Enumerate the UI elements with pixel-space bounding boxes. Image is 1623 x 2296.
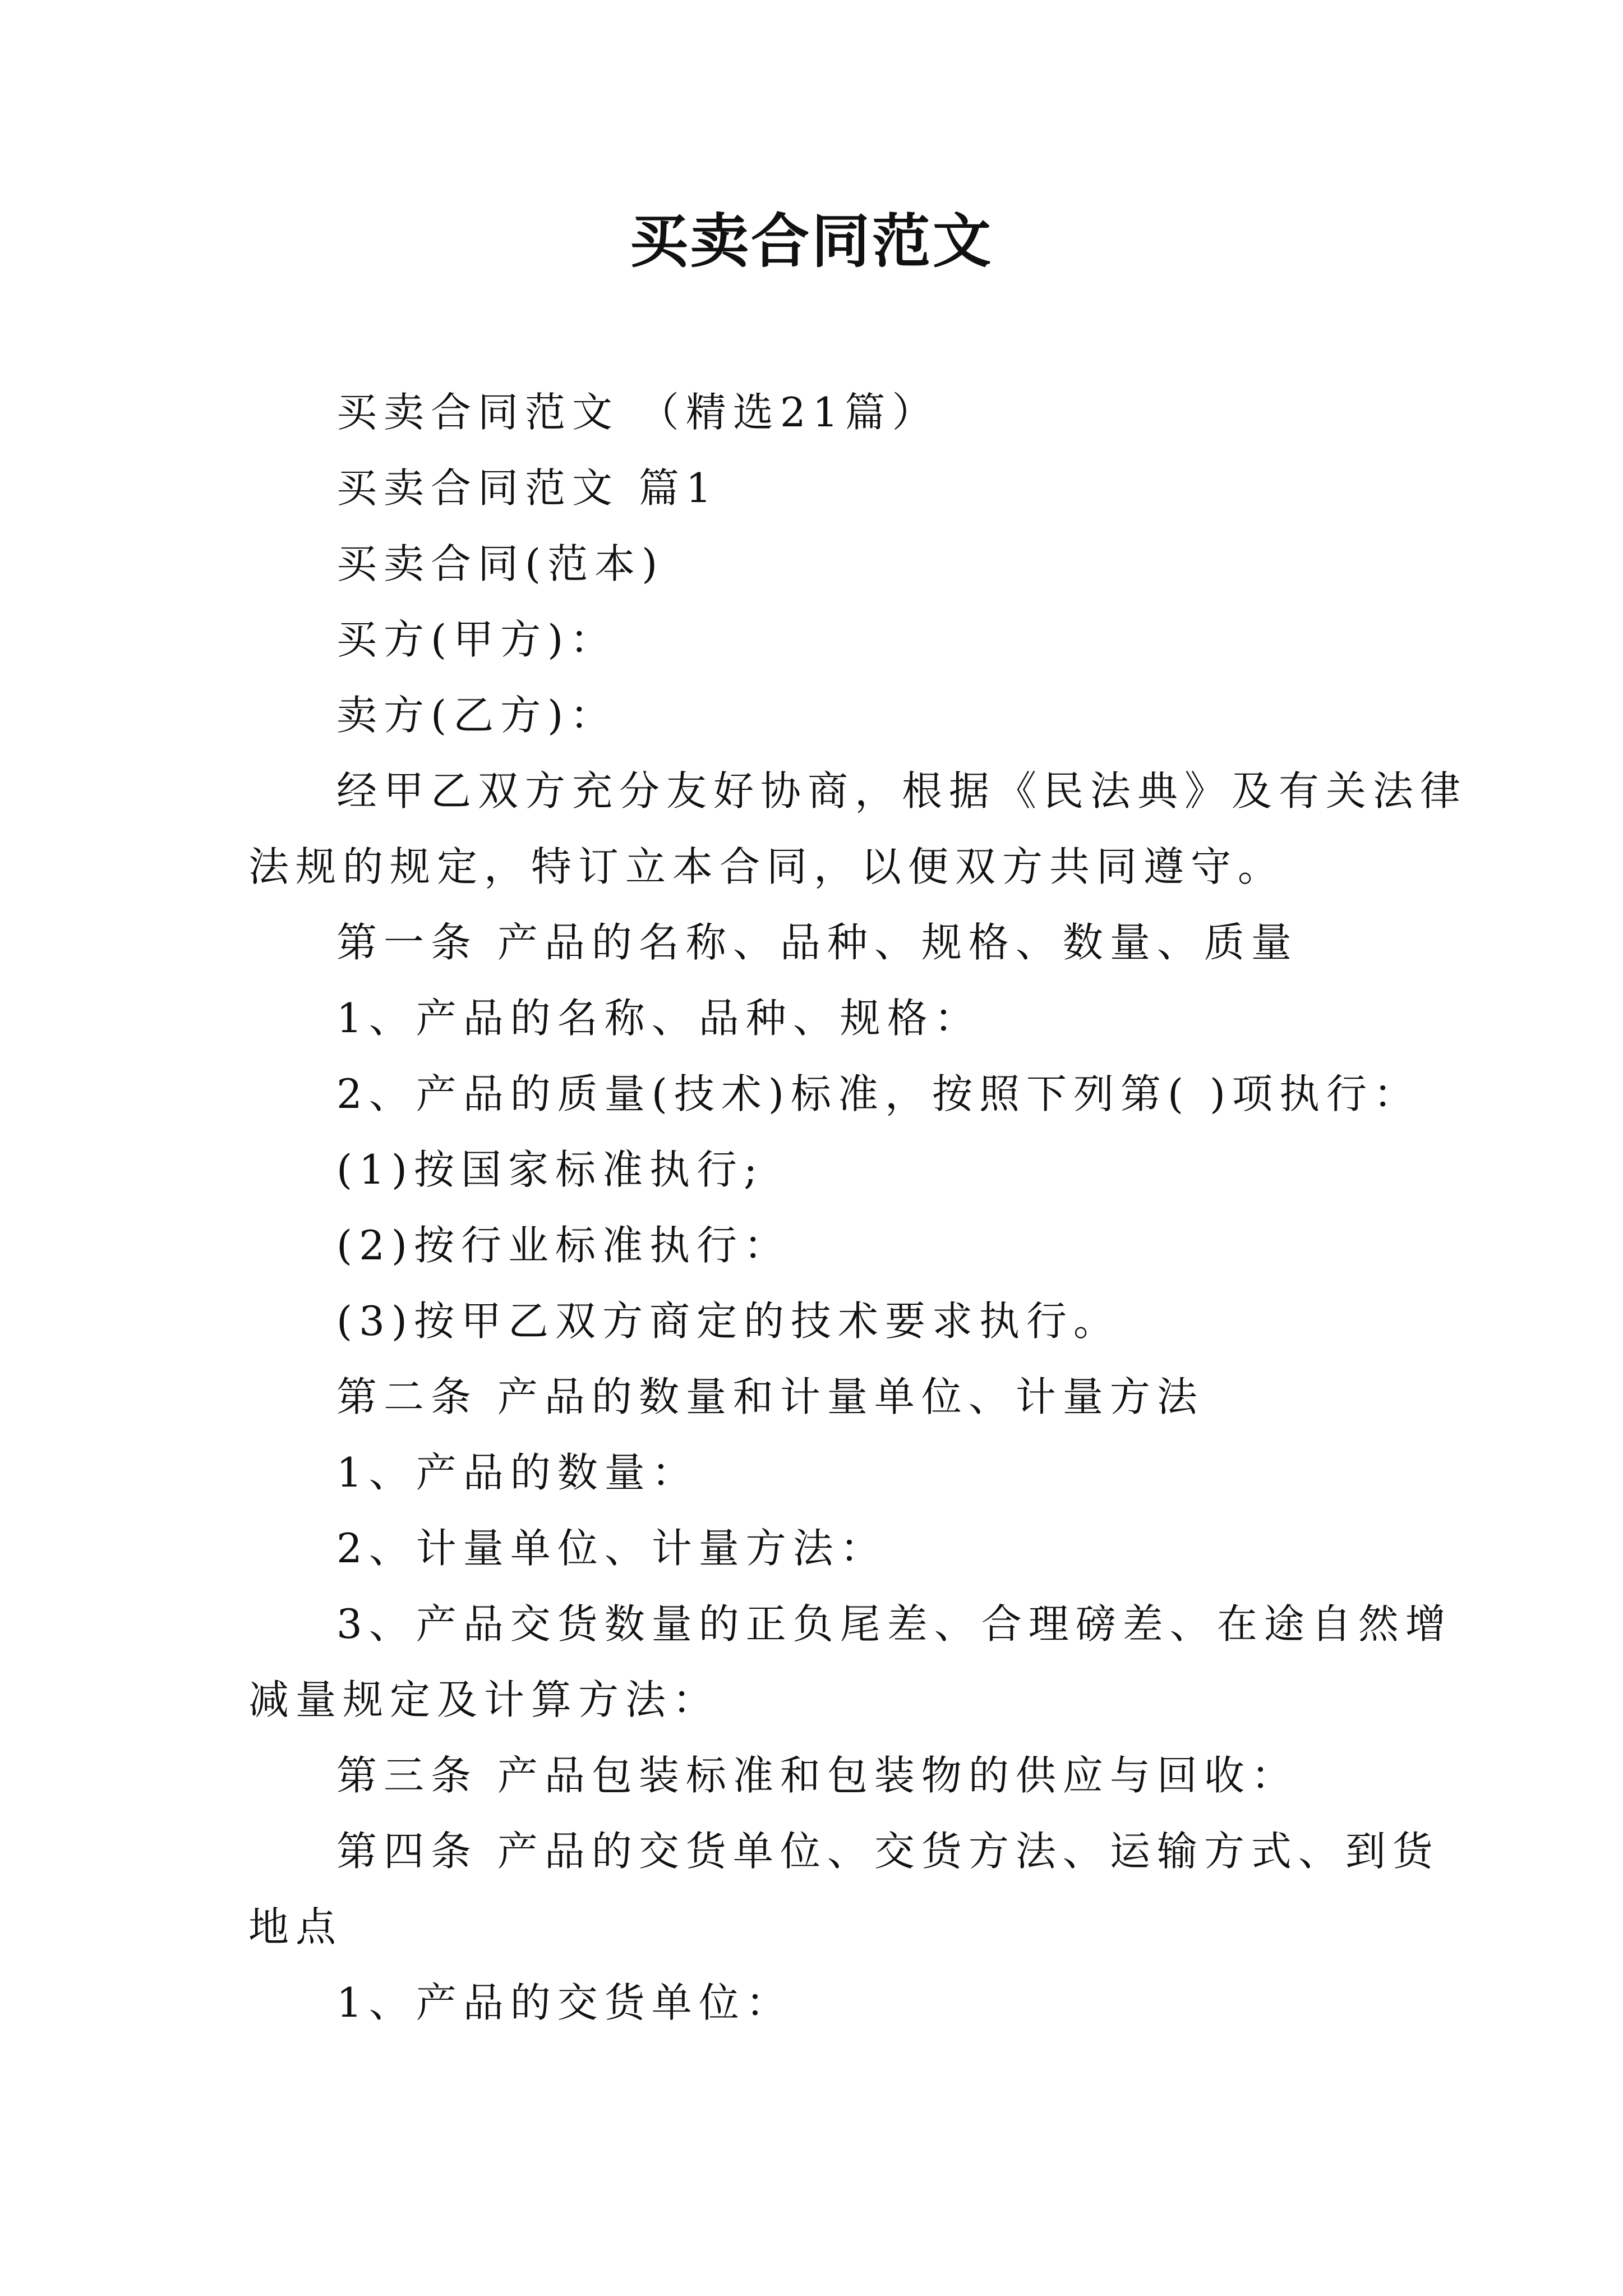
line-article-4-item-1: 1、产品的交货单位：	[336, 1979, 793, 2026]
line-article-4-heading-b: 地点	[248, 1903, 343, 1950]
line-standard-agreed: (3)按甲乙双方商定的技术要求执行。	[336, 1297, 1121, 1345]
line-preamble-2: 法规的规定，特订立本合同，以便双方共同遵守。	[248, 843, 1285, 890]
line-contract-name: 买卖合同(范本)	[336, 540, 665, 587]
line-article-4-heading-a: 第四条 产品的交货单位、交货方法、运输方式、到货	[336, 1828, 1440, 1875]
line-subtitle: 买卖合同范文 （精选21篇）	[336, 389, 939, 436]
line-article-1-item-2: 2、产品的质量(技术)标准，按照下列第( )项执行：	[336, 1070, 1421, 1117]
line-article-2-heading: 第二条 产品的数量和计量单位、计量方法	[336, 1373, 1204, 1420]
line-standard-industry: (2)按行业标准执行：	[336, 1222, 791, 1269]
line-seller: 卖方(乙方)：	[336, 692, 617, 739]
line-buyer: 买方(甲方)：	[336, 616, 617, 663]
line-article-1-item-1: 1、产品的名称、品种、规格：	[336, 995, 981, 1042]
line-article-1-heading: 第一条 产品的名称、品种、规格、数量、质量	[336, 919, 1298, 966]
line-article-2-item-2: 2、计量单位、计量方法：	[336, 1525, 887, 1572]
line-article-2-item-1: 1、产品的数量：	[336, 1449, 699, 1496]
line-article-2-item-3-a: 3、产品交货数量的正负尾差、合理磅差、在途自然增	[336, 1600, 1453, 1648]
line-preamble-1: 经甲乙双方充分友好协商，根据《民法典》及有关法律	[336, 767, 1468, 815]
line-article-2-item-3-b: 减量规定及计算方法：	[248, 1676, 720, 1723]
document-title: 买卖合同范文	[629, 206, 993, 275]
line-standard-national: (1)按国家标准执行;	[336, 1146, 764, 1193]
line-article-3-heading: 第三条 产品包装标准和包装物的供应与回收：	[336, 1752, 1298, 1799]
line-piece-heading: 买卖合同范文 篇1	[336, 464, 718, 512]
